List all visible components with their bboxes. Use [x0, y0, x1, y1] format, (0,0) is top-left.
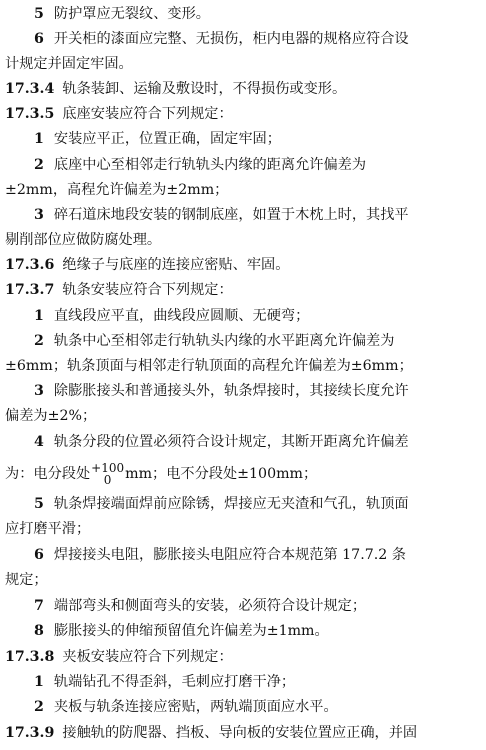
- list-item: 6 开关柜的漆面应完整、无损伤，柜内电器的规格应符合设: [34, 31, 409, 47]
- section-item: 17.3.4 轨条装卸、运输及敷设时，不得损伤或变形。: [5, 81, 347, 97]
- list-item: 5 轨条焊接端面焊前应除锈，焊接应无夹渣和气孔，轨顶面: [34, 496, 409, 512]
- list-item: 1 轨端钻孔不得歪斜，毛刺应打磨干净；: [34, 674, 296, 690]
- list-item: 4 轨条分段的位置必须符合设计规定，其断开距离允许偏差: [34, 434, 409, 450]
- list-item: 1 安装应平正，位置正确，固定牢固；: [34, 131, 281, 147]
- list-item: 8 膨胀接头的伸缩预留值允许偏差为±1mm。: [34, 623, 329, 639]
- section-item: 17.3.7 轨条安装应符合下列规定：: [5, 282, 233, 298]
- list-item: 6 焊接接头电阻，膨胀接头电阻应符合本规范第 17.7.2 条: [34, 547, 406, 563]
- text-line: 应打磨平滑；: [5, 521, 91, 537]
- section-item: 17.3.6 绝缘子与底座的连接应密贴、牢固。: [5, 257, 290, 273]
- list-item: 7 端部弯头和侧面弯头的安装，必须符合设计规定；: [34, 598, 367, 614]
- text-line: ±6mm；轨条顶面与相邻走行轨顶面的高程允许偏差为±6mm；: [5, 358, 413, 374]
- list-item: 2 夹板与轨条连接应密贴，两轨端顶面应水平。: [34, 699, 338, 715]
- text-line: 偏差为±2%；: [5, 408, 97, 424]
- list-item: 3 碎石道床地段安装的钢制底座，如置于木枕上时，其找平: [34, 207, 409, 223]
- list-item: 1 直线段应平直，曲线段应圆顺、无硬弯；: [34, 308, 310, 324]
- text-line: ±2mm，高程允许偏差为±2mm；: [5, 182, 229, 198]
- section-item: 17.3.8 夹板安装应符合下列规定：: [5, 649, 233, 665]
- text-line-with-tolerance: 为：电分段处 +100 0 mm；电不分段处±100mm；: [5, 461, 318, 487]
- list-item: 2 底座中心至相邻走行轨轨头内缘的距离允许偏差为: [34, 157, 367, 173]
- list-item: 2 轨条中心至相邻走行轨轨头内缘的水平距离允许偏差为: [34, 333, 395, 349]
- list-item: 3 除膨胀接头和普通接头外，轨条焊接时，其接续长度允许: [34, 383, 409, 399]
- section-item: 17.3.5 底座安装应符合下列规定：: [5, 106, 233, 122]
- text-line: 计规定并固定牢固。: [5, 56, 133, 72]
- tolerance-fraction: +100 0: [91, 461, 125, 487]
- text-line: 规定；: [5, 572, 48, 588]
- list-item: 5 防护罩应无裂纹、变形。: [34, 6, 210, 22]
- section-item: 17.3.9 接触轨的防爬器、挡板、导向板的安装位置应正确，并固: [5, 725, 418, 741]
- text-line: 剔削部位应做防腐处理。: [5, 232, 162, 248]
